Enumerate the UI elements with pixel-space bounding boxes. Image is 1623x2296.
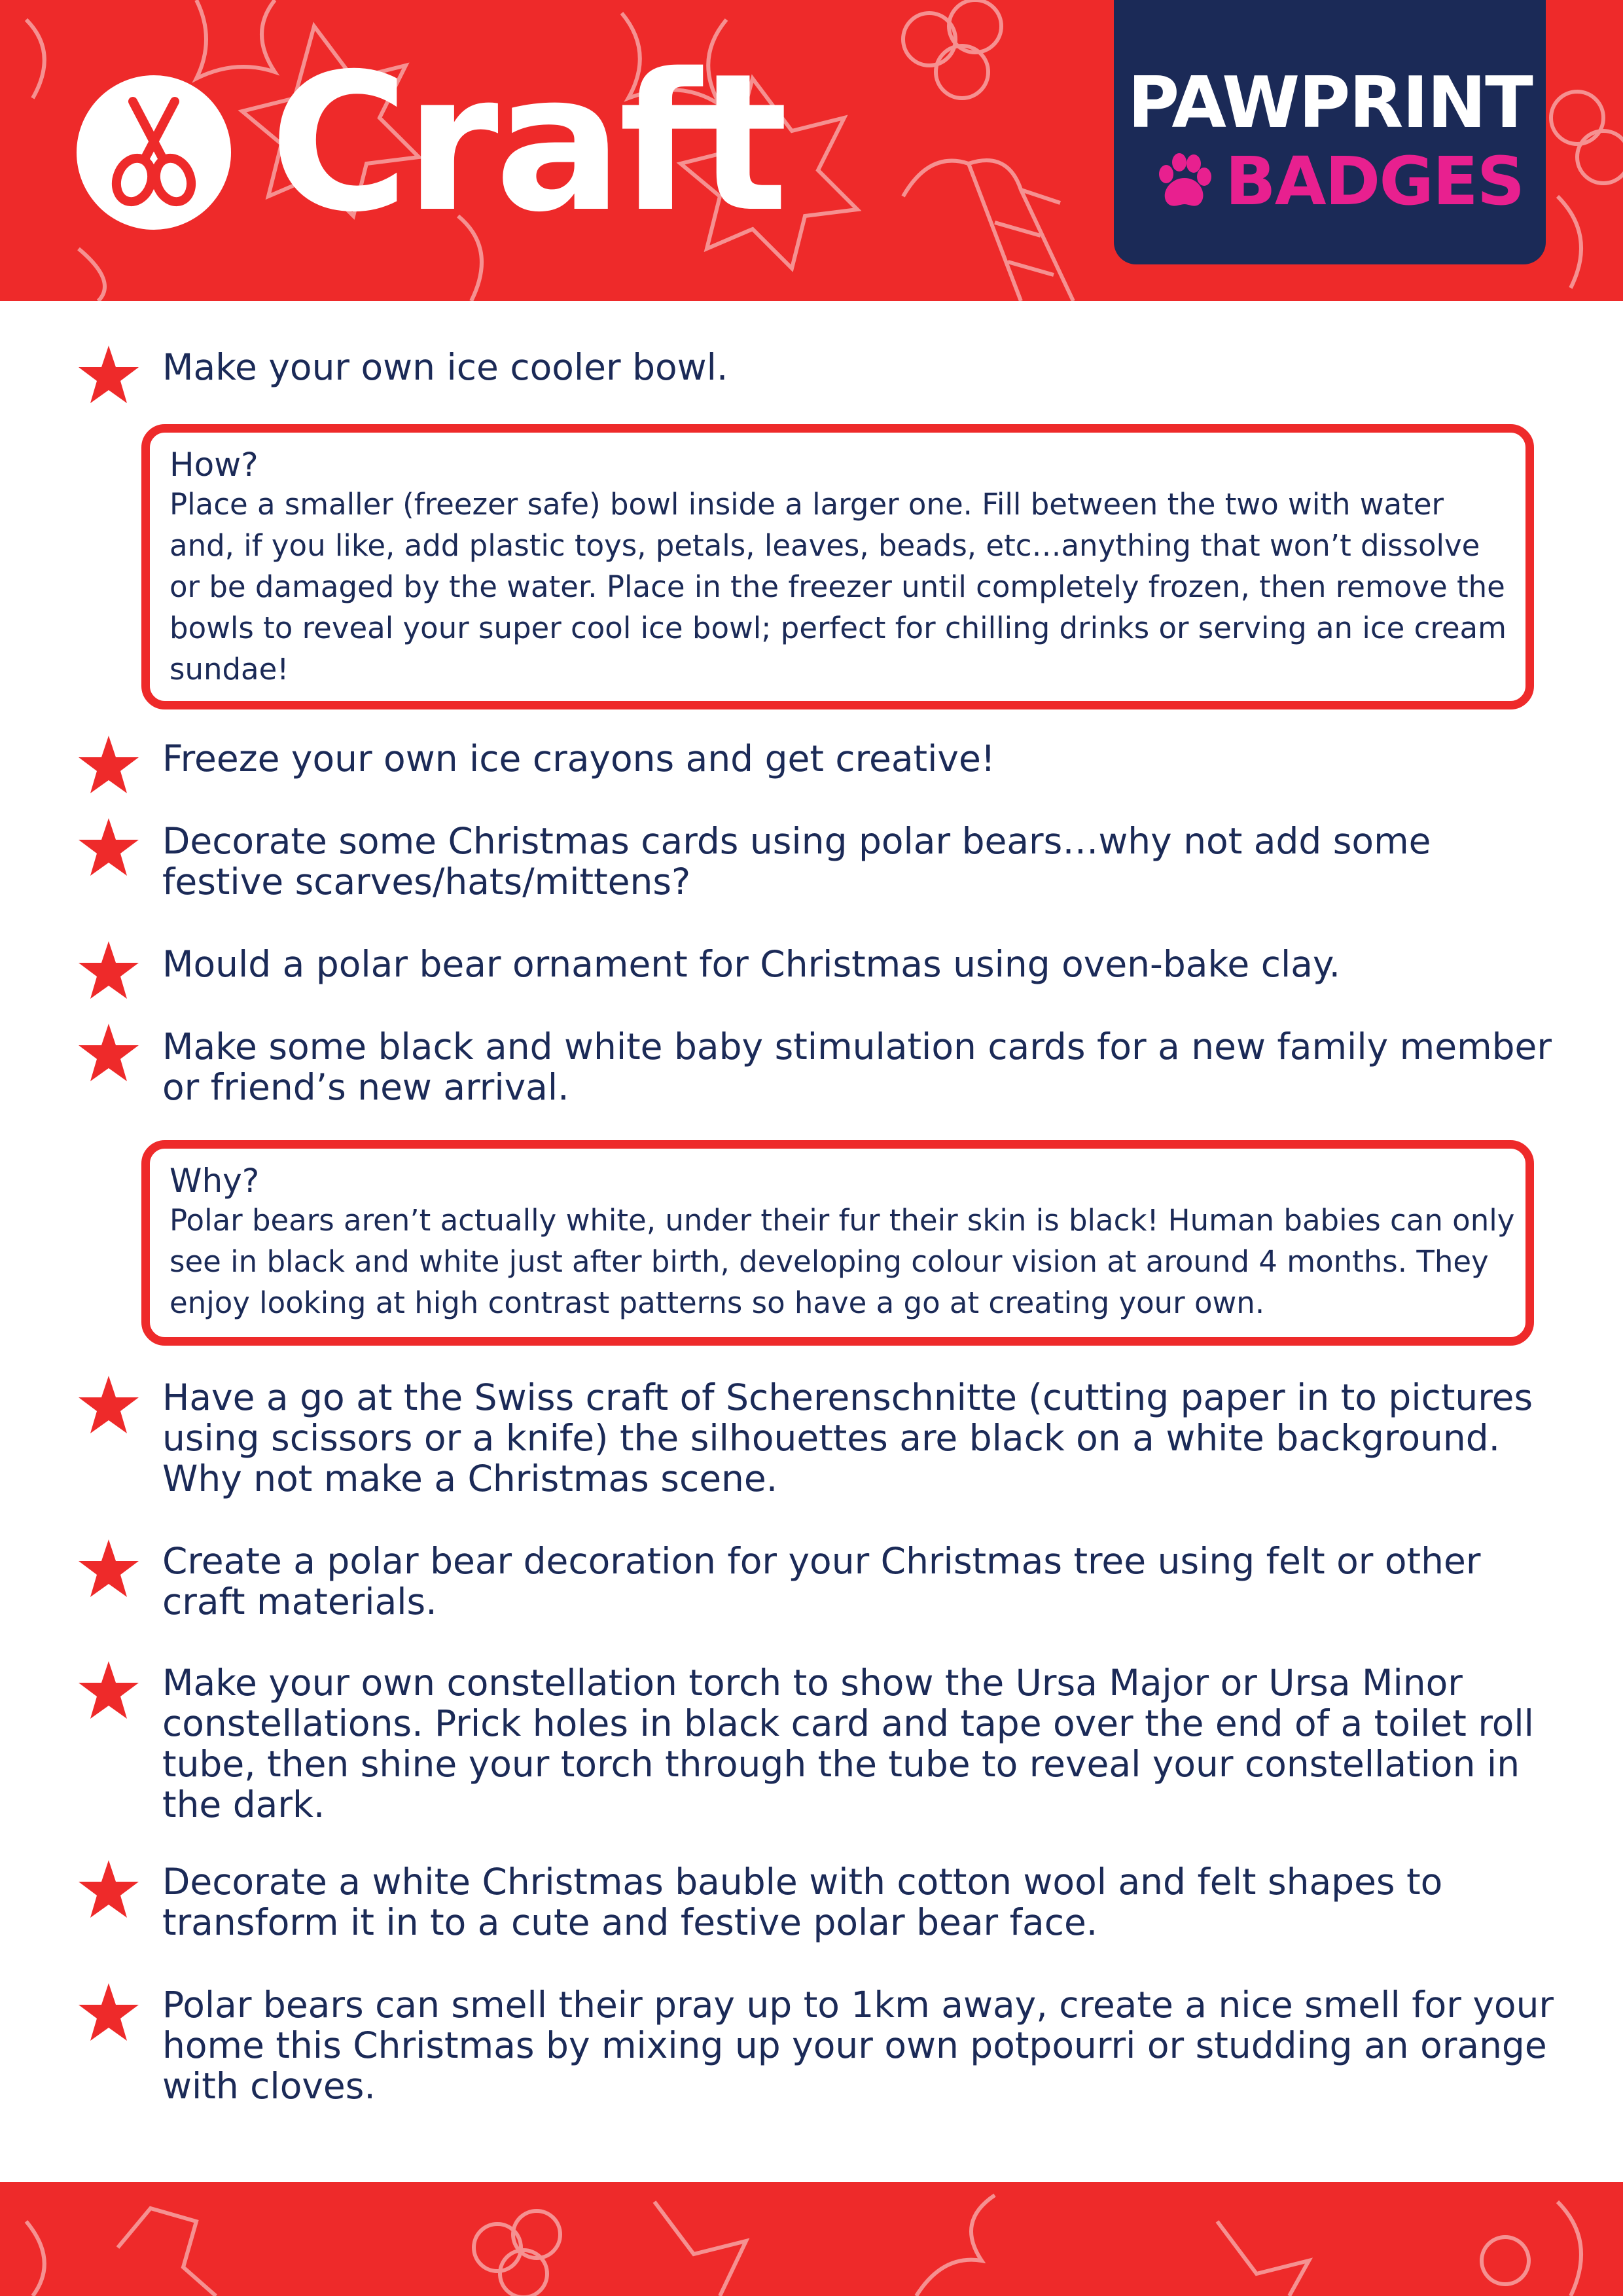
star-icon bbox=[76, 1857, 141, 1923]
scissors-icon bbox=[77, 75, 231, 230]
logo-text-badges: BADGES bbox=[1225, 143, 1524, 221]
why-box bbox=[141, 1140, 1534, 1346]
star-icon bbox=[76, 1373, 141, 1439]
item-text: Make some black and white baby stimulation cards for a new family member or friend’s new arrival. bbox=[162, 1026, 1552, 1108]
logo-text-pawprint: PAWPRINT bbox=[1128, 62, 1532, 144]
why-label: Why? bbox=[169, 1162, 260, 1200]
how-text: Place a smaller (freezer safe) bowl inside a larger one. Fill between the two with water and, if you like, add plastic toys, petals, leaves, beads, etc…anything that won’t dissolve or be damaged by the water. Place in the freezer until completely frozen, then remove the bowls to reveal your super cool ice bowl; perfect for chilling drinks or serving an ice cream sundae! bbox=[169, 487, 1507, 687]
item-text: Decorate a white Christmas bauble with cotton wool and felt shapes to transform it in to a cute and festive polar bear face. bbox=[162, 1861, 1443, 1943]
festive-pattern bbox=[0, 2182, 1623, 2296]
how-label: How? bbox=[169, 446, 259, 484]
star-icon bbox=[76, 733, 141, 798]
logo-text-badges-row bbox=[1152, 143, 1531, 221]
star-icon bbox=[76, 939, 141, 1004]
paw-icon bbox=[1152, 149, 1217, 215]
why-text: Polar bears aren’t actually white, under their fur their skin is black! Human babies can only see in black and white just after birth, developing colour vision at around 4 months. They enjoy looking at high contrast patterns so have a go at creating your own. bbox=[169, 1203, 1515, 1320]
item-text: Create a polar bear decoration for your Christmas tree using felt or other craft materials. bbox=[162, 1540, 1481, 1623]
item-text: Make your own constellation torch to show the Ursa Major or Ursa Minor constellations. Prick holes in black card and tape over the end of a toilet roll tube, then shine your torch through the tube to reveal your constellation in the dark. bbox=[162, 1662, 1534, 1825]
star-icon bbox=[76, 343, 141, 408]
star-icon bbox=[76, 1537, 141, 1602]
item-text: Have a go at the Swiss craft of Scherenschnitte (cutting paper in to pictures using scissors or a knife) the silhouettes are black on a white background. Why not make a Christmas scene. bbox=[162, 1376, 1533, 1499]
star-icon bbox=[76, 816, 141, 881]
item-text: Decorate some Christmas cards using polar bears…why not add some festive scarves/hats/mittens? bbox=[162, 820, 1431, 903]
star-icon bbox=[76, 1659, 141, 1724]
pawprint-badges-logo bbox=[1114, 0, 1546, 264]
page-title: Craft bbox=[270, 33, 785, 254]
star-icon bbox=[76, 1021, 141, 1086]
item-text: Freeze your own ice crayons and get creative! bbox=[162, 738, 995, 780]
header-banner bbox=[0, 0, 1623, 301]
footer-banner bbox=[0, 2182, 1623, 2296]
item-text: Mould a polar bear ornament for Christmas using oven-bake clay. bbox=[162, 943, 1341, 985]
how-box bbox=[141, 424, 1534, 709]
item-text: Make your own ice cooler bowl. bbox=[162, 346, 728, 388]
item-text: Polar bears can smell their pray up to 1km away, create a nice smell for your home this Christmas by mixing up your own potpourri or studding an orange with cloves. bbox=[162, 1984, 1554, 2107]
star-icon bbox=[76, 1981, 141, 2046]
